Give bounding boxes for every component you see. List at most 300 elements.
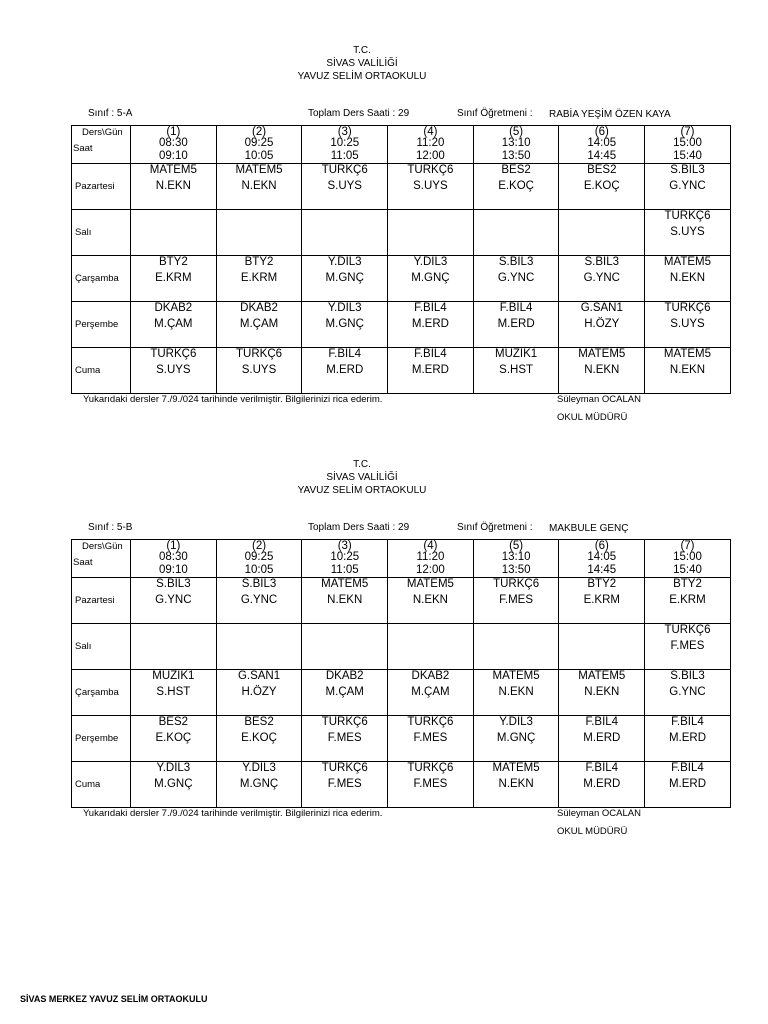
- period-number: (1): [166, 540, 181, 552]
- teacher-code: N.EKN: [584, 364, 620, 376]
- period-cell: [131, 126, 217, 164]
- teacher-code: M.ERD: [411, 364, 449, 376]
- lesson-code: DKAB2: [154, 302, 193, 314]
- lesson-cell: [645, 670, 731, 716]
- lesson-code: MÜZIK1: [495, 348, 538, 360]
- lesson-cell: [216, 578, 302, 624]
- teacher-code: M.ERD: [583, 778, 621, 790]
- lesson-cell: [473, 762, 559, 808]
- lesson-cell: [473, 624, 559, 670]
- teacher-code: S.UYS: [327, 180, 362, 192]
- teacher-code: F.MES: [413, 778, 448, 790]
- teacher-code: N.EKN: [584, 686, 620, 698]
- lesson-code: MATEM5: [578, 670, 626, 682]
- lesson-cell: [131, 302, 217, 348]
- day-name: Pazartesi: [72, 578, 131, 624]
- lesson-cell: [473, 670, 559, 716]
- lesson-cell: [216, 210, 302, 256]
- period-end-time: 11:05: [330, 150, 359, 162]
- lesson-cell: [388, 578, 474, 624]
- teacher-code: S.HST: [156, 686, 191, 698]
- day-name: Salı: [72, 624, 131, 670]
- teacher-code: M.ERD: [583, 732, 621, 744]
- teacher-code: G.YNC: [497, 272, 535, 284]
- lesson-code: TÜRKÇ6: [321, 164, 368, 176]
- period-start-time: 13:10: [501, 137, 531, 149]
- lesson-cell: [216, 762, 302, 808]
- teacher-code: G.YNC: [669, 180, 706, 192]
- lesson-cell: [131, 762, 217, 808]
- lesson-cell: [473, 578, 559, 624]
- teacher-code: [474, 640, 559, 653]
- page-footer: SİVAS MERKEZ YAVUZ SELİM ORTAOKULU: [20, 994, 208, 1004]
- lesson-code: [217, 624, 302, 637]
- teacher-code: M.ERD: [411, 318, 449, 330]
- day-row: [72, 164, 731, 210]
- period-start-time: 08:30: [158, 137, 188, 149]
- principal-name: Süleyman OCALAN: [557, 808, 641, 819]
- teacher-code: [559, 226, 644, 239]
- teacher-code: E.KOÇ: [498, 180, 534, 192]
- period-cell: [302, 540, 388, 578]
- teacher-code: F.MES: [670, 640, 705, 652]
- lesson-code: BES2: [244, 716, 274, 728]
- lesson-cell: [302, 624, 388, 670]
- teacher-code: [474, 226, 559, 239]
- teacher-code: G.YNC: [155, 594, 192, 606]
- teacher-code: [302, 640, 387, 653]
- teacher-code: F.MES: [499, 594, 534, 606]
- lesson-code: F.BIL4: [328, 348, 362, 360]
- lesson-cell: [388, 164, 474, 210]
- period-cell: [216, 540, 302, 578]
- lesson-cell: [131, 210, 217, 256]
- lesson-code: MATEM5: [492, 762, 540, 774]
- day-name: Salı: [72, 210, 131, 256]
- period-start-time: 14:05: [587, 137, 617, 149]
- period-start-time: 11:20: [416, 137, 445, 149]
- lesson-cell: [473, 256, 559, 302]
- teacher-code: M.ÇAM: [325, 686, 364, 698]
- lesson-cell: [216, 670, 302, 716]
- lesson-cell: [302, 578, 388, 624]
- class-teacher-name: RABİA YEŞİM ÖZEN KAYA: [549, 109, 671, 120]
- lesson-code: F.BIL4: [414, 302, 447, 314]
- period-number: (4): [423, 540, 438, 552]
- teacher-code: N.EKN: [669, 272, 706, 284]
- teacher-code: H.ÖZY: [241, 686, 277, 698]
- day-name: Cuma: [72, 348, 131, 394]
- period-end-time: 09:10: [158, 150, 188, 162]
- lesson-cell: [645, 210, 731, 256]
- teacher-code: S.UYS: [413, 180, 448, 192]
- lesson-cell: [131, 578, 217, 624]
- day-row: [72, 624, 731, 670]
- teacher-code: F.MES: [327, 778, 362, 790]
- period-number: (3): [337, 126, 352, 138]
- lesson-code: S.BIL3: [241, 578, 277, 590]
- day-name: Perşembe: [72, 302, 131, 348]
- lesson-cell: [473, 716, 559, 762]
- teacher-code: S.UYS: [241, 364, 277, 376]
- lesson-cell: [131, 716, 217, 762]
- period-end-time: 10:05: [244, 150, 274, 162]
- lesson-code: MATEM5: [578, 348, 626, 360]
- lesson-code: BES2: [501, 164, 531, 176]
- day-name: Çarşamba: [72, 256, 131, 302]
- day-row: [72, 256, 731, 302]
- lesson-code: F.BIL4: [585, 716, 619, 728]
- day-name: Çarşamba: [72, 670, 131, 716]
- period-start-time: 10:25: [330, 137, 360, 149]
- lesson-cell: [388, 210, 474, 256]
- lesson-code: TÜRKÇ6: [321, 716, 368, 728]
- lesson-cell: [216, 348, 302, 394]
- lesson-code: [131, 624, 216, 637]
- teacher-code: S.UYS: [670, 318, 705, 330]
- lesson-cell: [559, 624, 645, 670]
- lesson-code: [388, 624, 473, 637]
- teacher-code: [388, 640, 473, 653]
- period-start-time: 15:00: [673, 551, 702, 563]
- lesson-cell: [559, 670, 645, 716]
- lesson-code: Y.DIL3: [413, 256, 448, 268]
- lesson-code: [559, 624, 644, 637]
- teacher-code: N.EKN: [669, 364, 706, 376]
- teacher-code: M.GNÇ: [154, 778, 193, 790]
- period-start-time: 11:20: [416, 551, 445, 563]
- lesson-code: [217, 210, 302, 223]
- period-number: (5): [509, 540, 524, 552]
- teacher-code: G.YNC: [583, 272, 620, 284]
- lesson-cell: [302, 348, 388, 394]
- period-start-time: 14:05: [587, 551, 617, 563]
- lesson-cell: [473, 164, 559, 210]
- lesson-cell: [388, 716, 474, 762]
- lesson-cell: [216, 302, 302, 348]
- period-cell: [559, 126, 645, 164]
- lesson-cell: [216, 164, 302, 210]
- lesson-cell: [302, 256, 388, 302]
- time-label: Saat: [73, 557, 93, 568]
- lesson-cell: [302, 762, 388, 808]
- lesson-code: S.BIL3: [498, 256, 534, 268]
- period-cell: [473, 540, 559, 578]
- lesson-code: TÜRKÇ6: [321, 762, 368, 774]
- period-end-time: 15:40: [673, 564, 702, 576]
- class-label: Sınıf : 5-A: [88, 108, 133, 119]
- principal-title: OKUL MÜDÜRÜ: [557, 412, 628, 423]
- header-line: SİVAS VALİLİĞİ: [326, 472, 398, 483]
- lesson-cell: [302, 210, 388, 256]
- lesson-code: BTY2: [244, 256, 274, 268]
- timetable: [71, 125, 731, 394]
- teacher-code: S.HST: [499, 364, 534, 376]
- lesson-code: [388, 210, 473, 223]
- period-cell: [559, 540, 645, 578]
- period-start-time: 09:25: [244, 551, 274, 563]
- day-row: [72, 716, 731, 762]
- lesson-cell: [388, 624, 474, 670]
- timetable: [71, 539, 731, 808]
- lesson-code: [559, 210, 644, 223]
- teacher-code: [388, 226, 473, 239]
- lesson-code: F.BIL4: [585, 762, 619, 774]
- day-name: Cuma: [72, 762, 131, 808]
- lesson-code: Y.DIL3: [156, 762, 191, 774]
- teacher-label: Sınıf Öğretmeni :: [457, 522, 533, 533]
- teacher-code: M.ERD: [668, 732, 706, 744]
- lesson-code: BTY2: [673, 578, 702, 590]
- period-number: (2): [252, 126, 267, 138]
- period-cell: [645, 540, 731, 578]
- lesson-code: [474, 210, 559, 223]
- lesson-cell: [559, 302, 645, 348]
- lesson-cell: [645, 348, 731, 394]
- lesson-cell: [559, 164, 645, 210]
- total-hours-label: Toplam Ders Saati : 29: [308, 522, 410, 533]
- period-number: (7): [680, 540, 695, 552]
- lesson-cell: [302, 164, 388, 210]
- lesson-code: DKAB2: [240, 302, 278, 314]
- lesson-code: BTY2: [587, 578, 617, 590]
- lesson-code: BTY2: [158, 256, 188, 268]
- period-end-time: 11:05: [330, 564, 359, 576]
- teacher-code: M.GNÇ: [325, 272, 364, 284]
- lesson-cell: [302, 716, 388, 762]
- day-row: [72, 578, 731, 624]
- lesson-cell: [645, 624, 731, 670]
- lesson-code: TÜRKÇ6: [150, 348, 197, 360]
- lesson-code: [302, 210, 387, 223]
- corner-cell: [72, 126, 131, 164]
- lesson-cell: [559, 716, 645, 762]
- lesson-cell: [302, 302, 388, 348]
- teacher-code: [217, 640, 302, 653]
- teacher-code: G.YNC: [240, 594, 278, 606]
- teacher-code: [131, 640, 216, 653]
- lesson-cell: [645, 302, 731, 348]
- lesson-cell: [645, 578, 731, 624]
- period-start-time: 09:25: [244, 137, 274, 149]
- lesson-code: TÜRKÇ6: [664, 302, 711, 314]
- lesson-cell: [388, 302, 474, 348]
- lesson-code: TÜRKÇ6: [407, 762, 454, 774]
- lesson-cell: [131, 164, 217, 210]
- period-end-time: 09:10: [158, 564, 188, 576]
- lesson-cell: [473, 302, 559, 348]
- teacher-code: N.EKN: [241, 180, 277, 192]
- lesson-code: F.BIL4: [671, 762, 704, 774]
- teacher-code: [217, 226, 302, 239]
- lesson-cell: [559, 578, 645, 624]
- teacher-code: M.ÇAM: [239, 318, 279, 330]
- corner-cell: [72, 540, 131, 578]
- day-row: [72, 210, 731, 256]
- teacher-code: H.ÖZY: [584, 318, 620, 330]
- lesson-code: TÜRKÇ6: [407, 164, 454, 176]
- period-start-time: 13:10: [501, 551, 531, 563]
- teacher-code: M.ÇAM: [154, 318, 193, 330]
- lesson-code: G.SAN1: [580, 302, 623, 314]
- period-header-row: [72, 540, 731, 578]
- teacher-code: E.KOÇ: [583, 180, 620, 192]
- teacher-code: M.ERD: [497, 318, 535, 330]
- lesson-cell: [645, 716, 731, 762]
- lesson-code: F.BIL4: [414, 348, 447, 360]
- teacher-code: G.YNC: [669, 686, 706, 698]
- period-end-time: 12:00: [416, 564, 445, 576]
- period-number: (6): [594, 126, 609, 138]
- day-row: [72, 762, 731, 808]
- lesson-cell: [559, 210, 645, 256]
- lesson-cell: [131, 348, 217, 394]
- teacher-code: E.KOÇ: [241, 732, 277, 744]
- lesson-code: Y.DIL3: [242, 762, 276, 774]
- corner-label: Ders\Gün: [82, 541, 123, 552]
- day-row: [72, 670, 731, 716]
- lesson-code: TÜRKÇ6: [407, 716, 454, 728]
- teacher-code: E.KRM: [669, 594, 706, 606]
- lesson-code: BES2: [158, 716, 189, 728]
- lesson-code: MATEM5: [321, 578, 369, 590]
- teacher-code: F.MES: [327, 732, 362, 744]
- lesson-code: MATEM5: [663, 256, 711, 268]
- teacher-code: E.KRM: [155, 272, 192, 284]
- header-line: YAVUZ SELİM ORTAOKULU: [297, 71, 427, 82]
- teacher-code: M.GNÇ: [325, 318, 364, 330]
- header-line: T.C.: [353, 45, 371, 56]
- school-header: [0, 44, 724, 83]
- lesson-code: MATEM5: [149, 164, 197, 176]
- lesson-code: S.BIL3: [670, 670, 705, 682]
- teacher-code: M.ERD: [668, 778, 706, 790]
- lesson-cell: [216, 624, 302, 670]
- period-number: (2): [252, 540, 267, 552]
- header-line: YAVUZ SELİM ORTAOKULU: [297, 485, 427, 496]
- lesson-code: TÜRKÇ6: [236, 348, 283, 360]
- corner-label: Ders\Gün: [82, 127, 123, 138]
- lesson-cell: [388, 762, 474, 808]
- lesson-code: G.SAN1: [237, 670, 281, 682]
- time-label: Saat: [73, 143, 93, 154]
- lesson-code: TÜRKÇ6: [664, 624, 711, 636]
- period-start-time: 10:25: [330, 551, 360, 563]
- teacher-code: F.MES: [413, 732, 448, 744]
- lesson-cell: [216, 256, 302, 302]
- teacher-code: N.EKN: [155, 180, 191, 192]
- lesson-cell: [645, 164, 731, 210]
- footer-note: Yukarıdaki dersler 7./9./024 tarihinde verilmiştir. Bilgilerinizi rica ederim.: [83, 808, 383, 819]
- teacher-code: M.ERD: [326, 364, 364, 376]
- lesson-cell: [131, 670, 217, 716]
- period-cell: [302, 126, 388, 164]
- teacher-code: E.KOÇ: [155, 732, 192, 744]
- period-end-time: 14:45: [587, 150, 617, 162]
- period-cell: [388, 540, 474, 578]
- teacher-code: [559, 640, 644, 653]
- lesson-code: F.BIL4: [499, 302, 533, 314]
- lesson-cell: [559, 762, 645, 808]
- lesson-cell: [645, 256, 731, 302]
- teacher-code: E.KRM: [583, 594, 620, 606]
- teacher-code: S.UYS: [670, 226, 705, 238]
- day-row: [72, 302, 731, 348]
- period-cell: [388, 126, 474, 164]
- class-teacher-name: MAKBULE GENÇ: [549, 523, 629, 534]
- lesson-cell: [473, 210, 559, 256]
- lesson-code: S.BIL3: [156, 578, 191, 590]
- period-cell: [645, 126, 731, 164]
- period-end-time: 13:50: [501, 150, 531, 162]
- lesson-code: S.BIL3: [584, 256, 620, 268]
- period-number: (4): [423, 126, 438, 138]
- lesson-cell: [388, 256, 474, 302]
- class-label: Sınıf : 5-B: [88, 522, 133, 533]
- lesson-cell: [645, 762, 731, 808]
- lesson-cell: [473, 348, 559, 394]
- lesson-code: MATEM5: [663, 348, 711, 360]
- lesson-code: MATEM5: [235, 164, 283, 176]
- lesson-code: DKAB2: [325, 670, 364, 682]
- lesson-code: Y.DIL3: [327, 302, 362, 314]
- period-end-time: 15:40: [673, 150, 702, 162]
- header-line: T.C.: [353, 459, 371, 470]
- period-number: (3): [337, 540, 352, 552]
- lesson-code: TÜRKÇ6: [493, 578, 540, 590]
- day-row: [72, 348, 731, 394]
- period-cell: [216, 126, 302, 164]
- lesson-code: MÜZIK1: [152, 670, 195, 682]
- period-cell: [473, 126, 559, 164]
- period-end-time: 10:05: [244, 564, 274, 576]
- period-end-time: 14:45: [587, 564, 617, 576]
- period-number: (5): [509, 126, 524, 138]
- teacher-code: N.EKN: [498, 778, 534, 790]
- footer-note: Yukarıdaki dersler 7./9./024 tarihinde verilmiştir. Bilgilerinizi rica ederim.: [83, 394, 383, 405]
- period-start-time: 15:00: [673, 137, 702, 149]
- principal-title: OKUL MÜDÜRÜ: [557, 826, 628, 837]
- teacher-code: M.GNÇ: [496, 732, 536, 744]
- teacher-code: N.EKN: [412, 594, 448, 606]
- lesson-code: F.BIL4: [671, 716, 704, 728]
- teacher-label: Sınıf Öğretmeni :: [457, 108, 533, 119]
- lesson-code: MATEM5: [492, 670, 540, 682]
- teacher-code: S.UYS: [156, 364, 191, 376]
- teacher-code: M.GNÇ: [239, 778, 279, 790]
- lesson-code: DKAB2: [411, 670, 450, 682]
- teacher-code: M.ÇAM: [411, 686, 450, 698]
- period-header-row: [72, 126, 731, 164]
- day-name: Pazartesi: [72, 164, 131, 210]
- period-start-time: 08:30: [158, 551, 188, 563]
- lesson-cell: [388, 670, 474, 716]
- lesson-cell: [216, 716, 302, 762]
- lesson-cell: [131, 256, 217, 302]
- day-name: Perşembe: [72, 716, 131, 762]
- header-line: SİVAS VALİLİĞİ: [326, 58, 398, 69]
- period-end-time: 13:50: [501, 564, 531, 576]
- teacher-code: N.EKN: [498, 686, 534, 698]
- lesson-code: MATEM5: [406, 578, 454, 590]
- school-header: [0, 458, 724, 497]
- period-cell: [131, 540, 217, 578]
- lesson-code: BES2: [587, 164, 617, 176]
- lesson-cell: [388, 348, 474, 394]
- lesson-cell: [131, 624, 217, 670]
- teacher-code: E.KRM: [240, 272, 278, 284]
- lesson-code: [302, 624, 387, 637]
